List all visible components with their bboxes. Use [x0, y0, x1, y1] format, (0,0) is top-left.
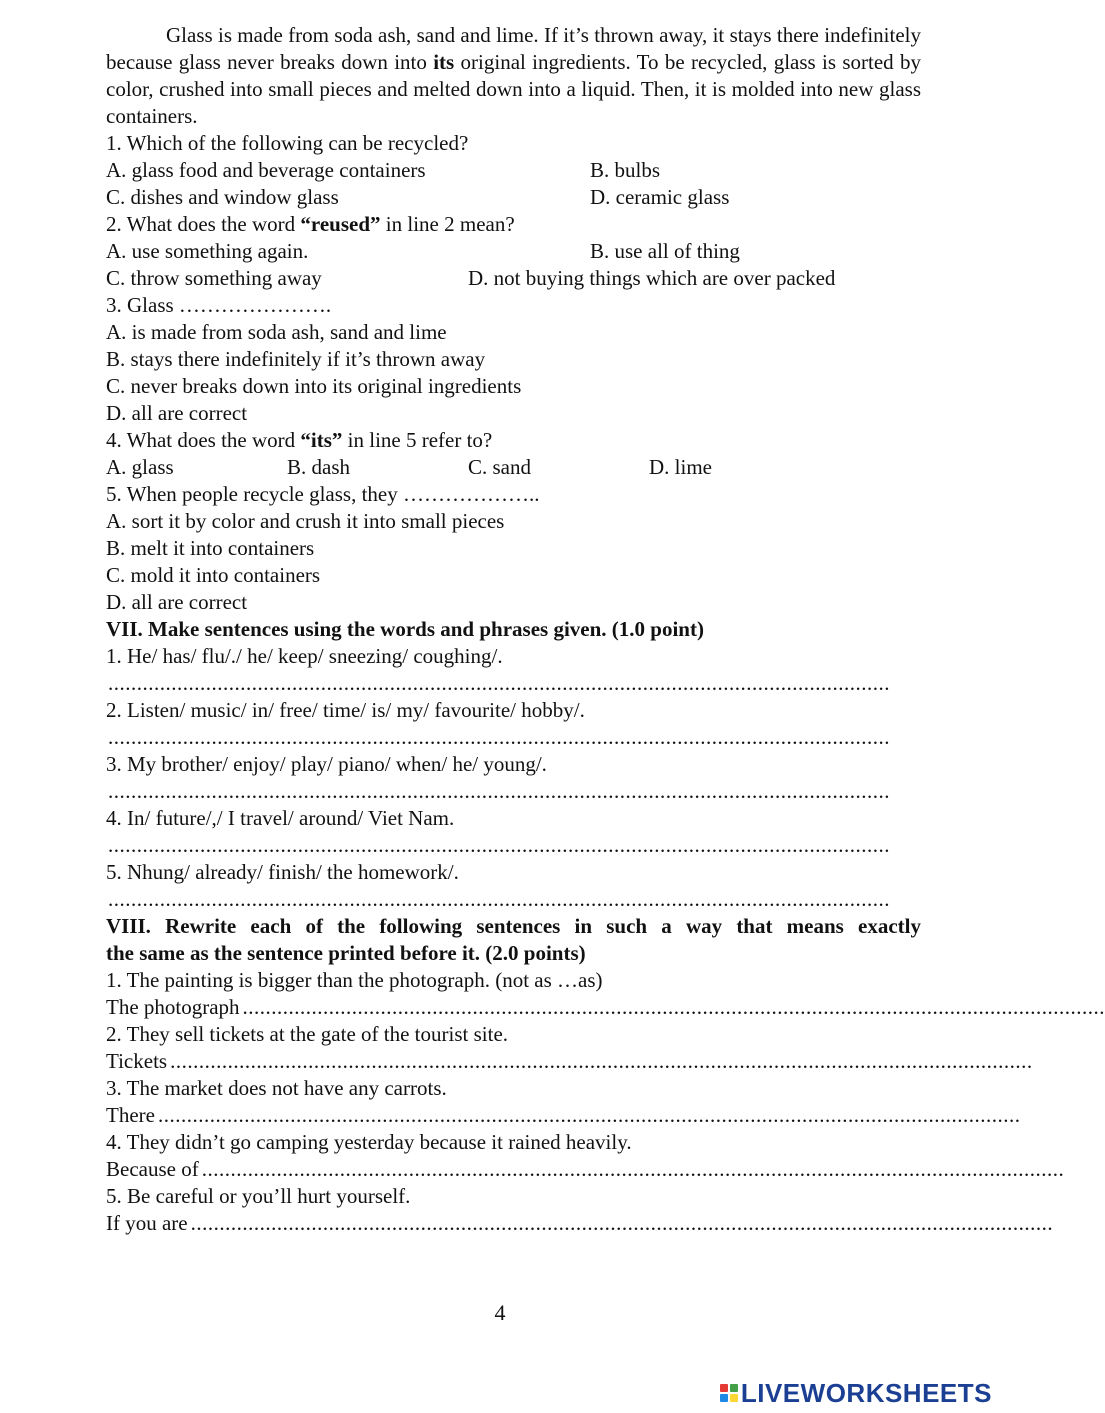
q4-options: [106, 454, 921, 481]
reading-passage: Glass is made from soda ash, sand and lime. If it’s thrown away, it stays there indefinitely because glass never breaks down into its original ingredients. To be recycled, glass is sorted by color, crushed into small pieces and melted down into a liquid. Then, it is molded into new glass containers.: [106, 23, 922, 128]
s7-item-3: 3. My brother/ enjoy/ play/ piano/ when/ he/ young/.: [106, 752, 547, 776]
q4-option-b: B. dash: [287, 455, 350, 479]
s7-answer-line-5[interactable]: ........................................................................................................................................: [108, 887, 890, 911]
s8-prompt-2: 2. They sell tickets at the gate of the tourist site.: [106, 1022, 509, 1046]
s8-answer-5[interactable]: If you are ......................................................................................................................................................: [106, 1211, 1054, 1235]
q1-options-row1: [106, 157, 921, 184]
liveworksheets-logo-icon: [720, 1384, 738, 1402]
section7-heading: VII. Make sentences using the words and phrases given. (1.0 point): [106, 617, 704, 641]
q5-option-c: C. mold it into containers: [106, 563, 321, 587]
s7-item-4: 4. In/ future/,/ I travel/ around/ Viet Nam.: [106, 806, 455, 830]
s8-prompt-4: 4. They didn’t go camping yesterday because it rained heavily.: [106, 1130, 632, 1154]
logo-square-4: [730, 1394, 738, 1402]
logo-square-3: [720, 1394, 728, 1402]
s7-answer-line-2[interactable]: ........................................................................................................................................: [108, 725, 890, 749]
q3-stem: 3. Glass ………………….: [106, 293, 332, 317]
logo-square-1: [720, 1384, 728, 1392]
s8-answer-2[interactable]: Tickets ......................................................................................................................................................: [106, 1049, 1033, 1073]
s7-answer-line-3[interactable]: ........................................................................................................................................: [108, 779, 890, 803]
q2-option-d: D. not buying things which are over packed: [468, 266, 836, 290]
q5-option-b: B. melt it into containers: [106, 536, 315, 560]
q1-stem: 1. Which of the following can be recycled?: [106, 131, 469, 155]
q4-option-a: A. glass: [106, 455, 174, 479]
s8-answer-4[interactable]: Because of ......................................................................................................................................................: [106, 1157, 1065, 1181]
q2-options-row2: [106, 265, 921, 292]
s7-answer-line-4[interactable]: ........................................................................................................................................: [108, 833, 890, 857]
q4-option-c: C. sand: [468, 455, 531, 479]
q2-option-a: A. use something again.: [106, 239, 309, 263]
brand-text: LIVEWORKSHEETS: [740, 1377, 992, 1408]
q5-option-d: D. all are correct: [106, 590, 248, 614]
q5-option-a: A. sort it by color and crush it into small pieces: [106, 509, 505, 533]
s8-answer-3[interactable]: There ......................................................................................................................................................: [106, 1103, 1021, 1127]
q2-options-row1: [106, 238, 921, 265]
q2-option-b: B. use all of thing: [590, 239, 740, 263]
s7-item-2: 2. Listen/ music/ in/ free/ time/ is/ my/ favourite/ hobby/.: [106, 698, 585, 722]
s7-item-5: 5. Nhung/ already/ finish/ the homework/.: [106, 860, 459, 884]
q1-options-row2: [106, 184, 921, 211]
s7-item-1: 1. He/ has/ flu/./ he/ keep/ sneezing/ coughing/.: [106, 644, 503, 668]
s8-prompt-5: 5. Be careful or you’ll hurt yourself.: [106, 1184, 411, 1208]
s7-answer-line-1[interactable]: ........................................................................................................................................: [108, 671, 890, 695]
q4-option-d: D. lime: [649, 455, 712, 479]
liveworksheets-brand[interactable]: [720, 1378, 992, 1408]
q5-stem: 5. When people recycle glass, they ………………..: [106, 482, 540, 506]
s8-prompt-1: 1. The painting is bigger than the photograph. (not as …as): [106, 968, 603, 992]
logo-square-2: [730, 1384, 738, 1392]
q1-option-d: D. ceramic glass: [590, 185, 730, 209]
worksheet-page: [106, 22, 1105, 1237]
q3-option-d: D. all are correct: [106, 401, 248, 425]
page-number: 4: [494, 1300, 506, 1325]
q4-stem: 4. What does the word “its” in line 5 refer to?: [106, 428, 493, 452]
q2-stem: 2. What does the word “reused” in line 2 mean?: [106, 212, 515, 236]
q3-option-c: C. never breaks down into its original ingredients: [106, 374, 522, 398]
s8-prompt-3: 3. The market does not have any carrots.: [106, 1076, 447, 1100]
section8-heading: VIII. Rewrite each of the following sentences in such a way that means exactly the same as the sentence printed before it. (2.0 points): [106, 914, 921, 965]
q3-option-a: A. is made from soda ash, sand and lime: [106, 320, 447, 344]
q3-option-b: B. stays there indefinitely if it’s thrown away: [106, 347, 486, 371]
q2-option-c: C. throw something away: [106, 266, 322, 290]
s8-answer-1[interactable]: The photograph ......................................................................................................................................................: [106, 995, 1105, 1019]
q1-option-c: C. dishes and window glass: [106, 185, 339, 209]
q1-option-a: A. glass food and beverage containers: [106, 158, 426, 182]
q1-option-b: B. bulbs: [590, 158, 661, 182]
